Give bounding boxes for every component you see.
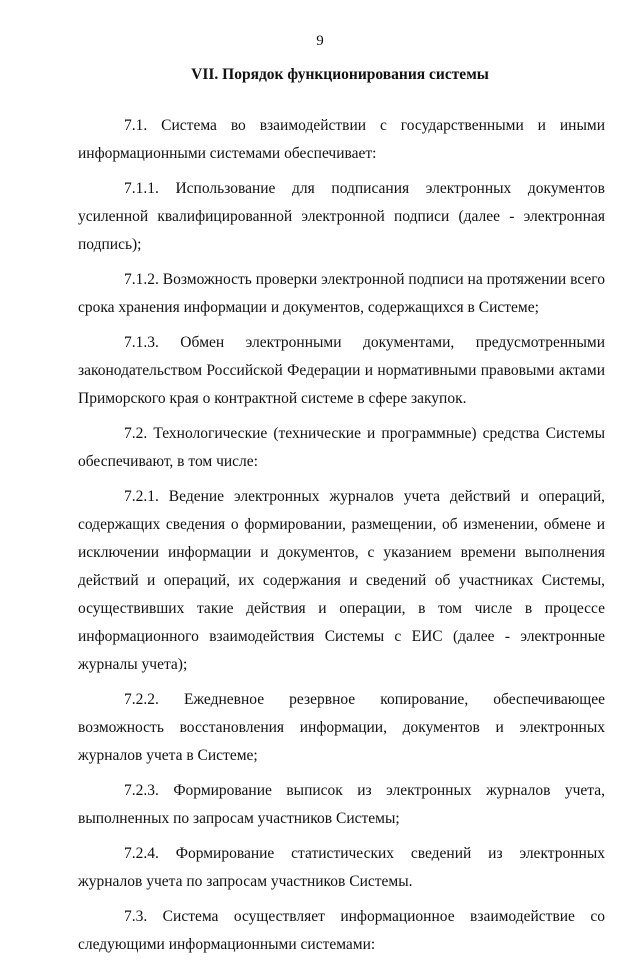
paragraph-7-2-3: 7.2.3. Формирование выписок из электронных журналов учета, выполненных по запросам участников Системы; bbox=[78, 782, 605, 827]
paragraph-7-2-2: 7.2.2. Ежедневное резервное копирование, обеспечивающее возможность восстановления информации, документов и электронных журналов учета в Системе; bbox=[78, 691, 605, 764]
document-body bbox=[78, 112, 605, 966]
paragraph-7-2-1: 7.2.1. Ведение электронных журналов учета действий и операций, содержащих сведения о формировании, размещении, об изменении, обмене и исключении информации и документов, с указанием времени выполнения действий и операций, их содержания и сведений об участниках Системы, осуществивших такие действия и операции, в том числе в процессе информационного взаимодействия Системы с ЕИС (далее - электронные журналы учета); bbox=[78, 488, 605, 673]
paragraph-7-1-1: 7.1.1. Использование для подписания электронных документов усиленной квалифицированной электронной подписи (далее - электронная подпись); bbox=[78, 180, 605, 253]
section-heading: VII. Порядок функционирования системы bbox=[191, 66, 489, 83]
paragraph-7-3: 7.3. Система осуществляет информационное взаимодействие со следующими информационными системами: bbox=[78, 908, 605, 953]
page-number: 9 bbox=[316, 33, 324, 49]
paragraph-7-1: 7.1. Система во взаимодействии с государственными и иными информационными системами обеспечивает: bbox=[78, 117, 605, 162]
paragraph-7-1-2: 7.1.2. Возможность проверки электронной подписи на протяжении всего срока хранения информации и документов, содержащихся в Системе; bbox=[78, 271, 605, 316]
paragraph-7-1-3: 7.1.3. Обмен электронными документами, предусмотренными законодательством Российской Федерации и нормативными правовыми актами Приморского края о контрактной системе в сфере закупок. bbox=[78, 334, 605, 407]
paragraph-7-2-4: 7.2.4. Формирование статистических сведений из электронных журналов учета по запросам участников Системы. bbox=[78, 845, 605, 890]
paragraph-7-2: 7.2. Технологические (технические и программные) средства Системы обеспечивают, в том числе: bbox=[78, 425, 605, 470]
